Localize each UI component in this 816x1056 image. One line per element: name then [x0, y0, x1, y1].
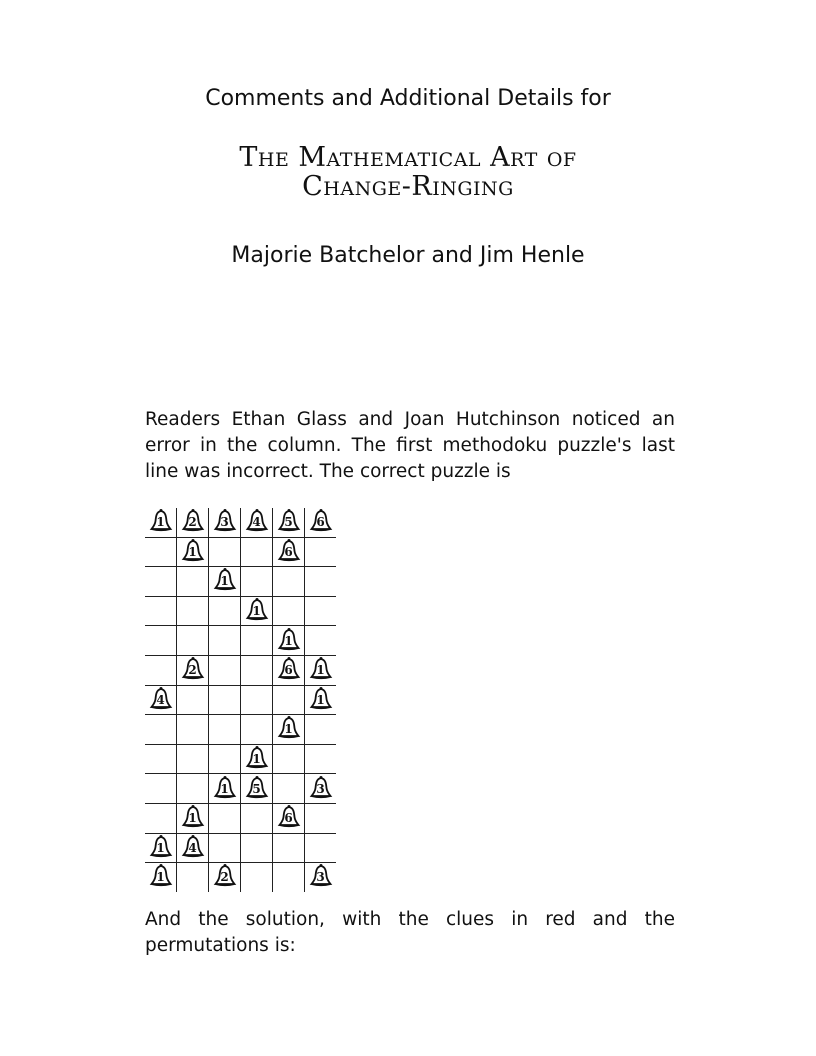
bell-icon	[277, 538, 301, 562]
puzzle-row	[145, 508, 336, 537]
bell-number: 2	[188, 515, 197, 530]
puzzle-cell	[273, 744, 305, 774]
bell-number: 1	[220, 781, 229, 796]
puzzle-cell	[145, 803, 177, 833]
bell-icon	[245, 508, 269, 532]
puzzle-cell	[273, 833, 305, 863]
puzzle-cell	[145, 508, 177, 537]
puzzle-cell	[273, 567, 305, 597]
bell-number: 1	[188, 811, 197, 826]
title-line-2: Change-Ringing	[302, 171, 514, 202]
bell-number: 5	[284, 515, 293, 530]
puzzle-row	[145, 626, 336, 656]
puzzle-row	[145, 833, 336, 863]
bell-icon	[245, 775, 269, 799]
bell-number: 6	[316, 515, 325, 530]
puzzle-row	[145, 744, 336, 774]
puzzle-cell	[177, 685, 209, 715]
puzzle-cell	[241, 567, 273, 597]
bell-number: 1	[156, 840, 165, 855]
puzzle-cell	[305, 774, 337, 804]
puzzle-cell	[145, 596, 177, 626]
puzzle-cell	[305, 626, 337, 656]
bell-icon	[309, 508, 333, 532]
puzzle-cell	[145, 774, 177, 804]
puzzle-cell	[209, 833, 241, 863]
puzzle-cell	[209, 626, 241, 656]
bell-icon	[149, 863, 173, 887]
paragraph-solution: And the solution, with the clues in red and the permutations is:	[145, 909, 675, 956]
puzzle-cell	[145, 833, 177, 863]
bell-icon	[181, 508, 205, 532]
puzzle-cell	[209, 774, 241, 804]
puzzle-cell	[241, 744, 273, 774]
puzzle-cell	[305, 508, 337, 537]
puzzle-cell	[305, 744, 337, 774]
bell-icon	[213, 863, 237, 887]
puzzle-cell	[209, 863, 241, 892]
puzzle-cell	[209, 744, 241, 774]
puzzle-cell	[209, 537, 241, 567]
puzzle-cell	[209, 596, 241, 626]
bell-icon	[309, 656, 333, 680]
puzzle-cell	[241, 715, 273, 745]
bell-number: 1	[316, 663, 325, 678]
bell-icon	[149, 834, 173, 858]
bell-number: 3	[220, 515, 229, 530]
puzzle-cell	[177, 655, 209, 685]
bell-icon	[309, 863, 333, 887]
document-subtitle: Comments and Additional Details for	[205, 86, 611, 111]
puzzle-cell	[241, 537, 273, 567]
puzzle-cell	[241, 803, 273, 833]
puzzle-cell	[145, 744, 177, 774]
puzzle-cell	[145, 626, 177, 656]
puzzle-cell	[273, 596, 305, 626]
puzzle-cell	[177, 803, 209, 833]
puzzle-row	[145, 863, 336, 892]
puzzle-cell	[241, 655, 273, 685]
puzzle-cell	[177, 626, 209, 656]
puzzle-cell	[145, 537, 177, 567]
puzzle-cell	[145, 655, 177, 685]
bell-icon	[181, 804, 205, 828]
bell-icon	[181, 538, 205, 562]
bell-icon	[309, 686, 333, 710]
puzzle-row	[145, 655, 336, 685]
bell-number: 6	[284, 544, 293, 559]
puzzle-cell	[241, 774, 273, 804]
puzzle-cell	[209, 685, 241, 715]
bell-number: 4	[156, 692, 165, 707]
puzzle-cell	[273, 715, 305, 745]
puzzle-cell	[177, 715, 209, 745]
puzzle-cell	[177, 863, 209, 892]
bell-number: 1	[316, 692, 325, 707]
bell-number: 1	[220, 574, 229, 589]
bell-icon	[277, 715, 301, 739]
puzzle-cell	[209, 715, 241, 745]
bell-icon	[277, 804, 301, 828]
bell-icon	[277, 508, 301, 532]
puzzle-cell	[241, 685, 273, 715]
bell-icon	[181, 656, 205, 680]
puzzle-cell	[177, 508, 209, 537]
bell-number: 1	[284, 633, 293, 648]
puzzle-cell	[177, 774, 209, 804]
puzzle-cell	[273, 626, 305, 656]
puzzle-cell	[241, 508, 273, 537]
puzzle-cell	[273, 803, 305, 833]
puzzle-row	[145, 774, 336, 804]
puzzle-cell	[273, 685, 305, 715]
bell-number: 1	[156, 870, 165, 885]
bell-number: 2	[220, 870, 229, 885]
bell-number: 6	[284, 663, 293, 678]
bell-number: 2	[188, 663, 197, 678]
bell-icon	[181, 834, 205, 858]
bell-icon	[277, 627, 301, 651]
bell-number: 1	[188, 544, 197, 559]
puzzle-cell	[209, 567, 241, 597]
puzzle-cell	[177, 567, 209, 597]
puzzle-row	[145, 596, 336, 626]
bell-icon	[149, 686, 173, 710]
bell-number: 3	[316, 870, 325, 885]
puzzle-cell	[305, 863, 337, 892]
title-line-1: The Mathematical Art of	[239, 142, 577, 173]
bell-number: 1	[252, 604, 261, 619]
puzzle-cell	[273, 508, 305, 537]
bell-number: 4	[252, 515, 261, 530]
puzzle-row	[145, 715, 336, 745]
paragraph-intro: Readers Ethan Glass and Joan Hutchinson noticed an error in the column. The first methodoku puzzle's last line was incorrect. The correct puzzle is	[145, 409, 675, 482]
puzzle-cell	[273, 655, 305, 685]
bell-icon	[213, 508, 237, 532]
puzzle-cell	[273, 774, 305, 804]
puzzle-cell	[241, 833, 273, 863]
bell-number: 1	[252, 752, 261, 767]
bell-icon	[309, 775, 333, 799]
puzzle-cell	[305, 715, 337, 745]
puzzle-cell	[305, 833, 337, 863]
puzzle-cell	[305, 803, 337, 833]
puzzle-cell	[305, 655, 337, 685]
bell-icon	[213, 567, 237, 591]
puzzle-cell	[241, 626, 273, 656]
puzzle-cell	[177, 596, 209, 626]
bell-icon	[277, 656, 301, 680]
puzzle-cell	[209, 508, 241, 537]
puzzle-row	[145, 803, 336, 833]
puzzle-cell	[145, 567, 177, 597]
bell-icon	[245, 597, 269, 621]
document-title	[0, 143, 816, 201]
puzzle-cell	[273, 537, 305, 567]
bell-number: 6	[284, 811, 293, 826]
methodoku-puzzle-grid	[145, 508, 336, 892]
bell-number: 1	[156, 515, 165, 530]
puzzle-row	[145, 685, 336, 715]
bell-number: 3	[316, 781, 325, 796]
bell-number: 1	[284, 722, 293, 737]
puzzle-cell	[305, 537, 337, 567]
bell-number: 4	[188, 840, 197, 855]
puzzle-cell	[305, 596, 337, 626]
puzzle-cell	[209, 803, 241, 833]
puzzle-cell	[145, 685, 177, 715]
puzzle-cell	[145, 715, 177, 745]
puzzle-cell	[145, 863, 177, 892]
puzzle-cell	[241, 596, 273, 626]
puzzle-cell	[177, 537, 209, 567]
puzzle-cell	[177, 833, 209, 863]
puzzle-row	[145, 537, 336, 567]
bell-icon	[149, 508, 173, 532]
bell-icon	[213, 775, 237, 799]
puzzle-cell	[209, 655, 241, 685]
puzzle-row	[145, 567, 336, 597]
bell-number: 5	[252, 781, 261, 796]
authors: Majorie Batchelor and Jim Henle	[231, 243, 585, 268]
puzzle-cell	[177, 744, 209, 774]
puzzle-cell	[305, 567, 337, 597]
bell-icon	[245, 745, 269, 769]
puzzle-cell	[241, 863, 273, 892]
puzzle-cell	[273, 863, 305, 892]
puzzle-cell	[305, 685, 337, 715]
